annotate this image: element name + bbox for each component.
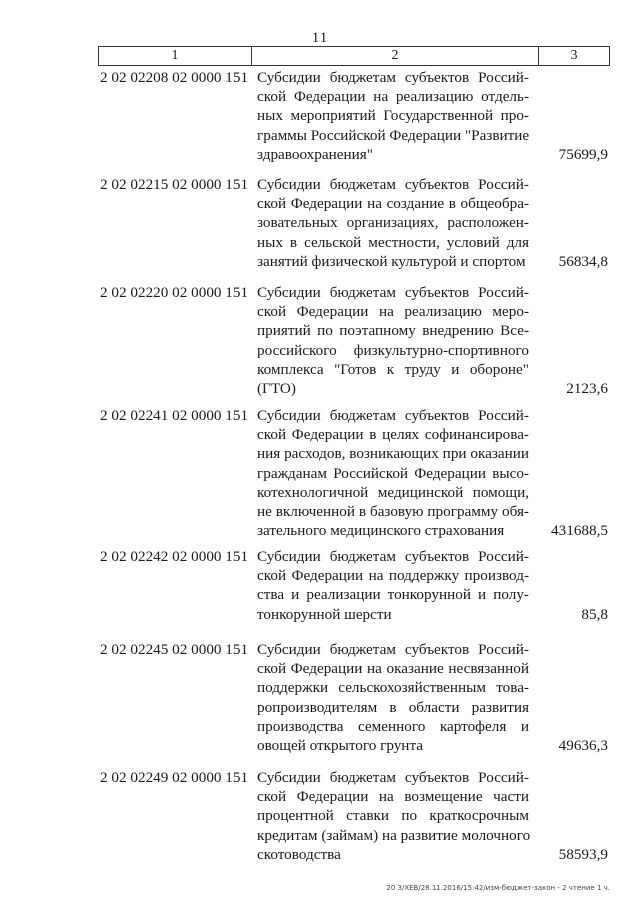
description-line: граммы Российской Федерации "Развитие [257, 126, 530, 144]
entry-description [257, 283, 529, 398]
entry-amount: 75699,9 [558, 145, 608, 163]
budget-classification-code: 2 02 02215 02 0000 151 [100, 176, 249, 193]
entry-amount: 431688,5 [551, 522, 608, 540]
entry-description [257, 768, 529, 864]
description-line: (ГТО) [257, 380, 296, 398]
description-line: гражданам Российской Федерации высо- [257, 464, 529, 482]
column-header-amount: 3 [570, 48, 578, 63]
description-line: занятий физической культурой и спортом [257, 252, 526, 270]
description-line: здравоохранения" [257, 145, 373, 163]
description-line: российского физкультурно-спортивного [257, 341, 529, 359]
column-header-description: 2 [252, 47, 539, 65]
description-line: ской Федерации в целях софинансирова- [257, 426, 529, 444]
description-line: комплекса "Готов к труду и обороне" [257, 360, 529, 378]
description-line: Субсидии бюджетам субъектов Россий- [257, 284, 529, 301]
entry-amount: 2123,6 [566, 380, 608, 397]
entry-amount: 56834,8 [558, 252, 608, 270]
description-line: зовательных организациях, расположен- [257, 214, 529, 232]
description-line: Субсидии бюджетам субъектов Россий- [257, 769, 529, 786]
description-line: ных мероприятий Государственной про- [257, 107, 529, 125]
budget-classification-code: 2 02 02245 02 0000 151 [100, 641, 249, 658]
budget-classification-code: 2 02 02241 02 0000 151 [100, 407, 249, 424]
entry-description [257, 406, 529, 540]
entry-amount: 58593,9 [558, 845, 608, 863]
description-line: кредитам (займам) на развитие молочного [257, 826, 531, 844]
description-line: ской Федерации на возмещение части [257, 788, 529, 806]
description-line: котехнологичной медицинской помощи, [257, 483, 529, 501]
description-line: производства семенного картофеля и [257, 717, 529, 735]
description-line: Субсидии бюджетам субъектов Россий- [257, 548, 529, 565]
description-line: не включенной в базовую программу обя- [257, 503, 529, 521]
description-line: овощей открытого грунта [257, 737, 424, 755]
description-line: Субсидии бюджетам субъектов Россий- [257, 641, 529, 658]
entry-description [257, 175, 529, 271]
description-line: тонкорунной шерсти [257, 605, 392, 623]
budget-classification-code: 2 02 02208 02 0000 151 [100, 69, 249, 86]
description-line: ния расходов, возникающих при оказании [257, 445, 529, 463]
description-line: скотоводства [257, 845, 341, 863]
description-line: Субсидии бюджетам субъектов Россий- [257, 176, 529, 193]
column-header-code: 1 [99, 47, 252, 65]
entry-amount: 49636,3 [558, 737, 608, 754]
description-line: ропроизводителям в области развития [257, 698, 529, 716]
description-line: ской Федерации на реализацию меро- [257, 303, 529, 321]
description-line: поддержки сельскохозяйственным това- [257, 679, 529, 697]
entry-amount: 85,8 [581, 605, 608, 623]
description-line: приятий по поэтапному внедрению Все- [257, 322, 529, 340]
entry-description [257, 68, 529, 164]
entry-description [257, 547, 529, 624]
description-line: ской Федерации на поддержку производ- [257, 567, 529, 585]
budget-classification-code: 2 02 02220 02 0000 151 [100, 284, 249, 301]
description-line: ской Федерации на реализацию отдель- [257, 88, 529, 106]
footer-note: 20 3/ХЕВ/28.11.2016/15:42/изм-бюджет-закон - 2 чтение 1 ч. [386, 884, 610, 892]
description-line: Субсидии бюджетам субъектов Россий- [257, 69, 529, 86]
description-line: Субсидии бюджетам субъектов Россий- [257, 407, 529, 424]
description-line: ской Федерации на создание в общеобра- [257, 195, 529, 213]
description-line: ства и реализации тонкорунной и полу- [257, 586, 529, 604]
page-number: 11 [311, 30, 329, 46]
description-line: процентной ставки по краткосрочным [257, 807, 529, 825]
entry-description [257, 640, 529, 755]
budget-classification-code: 2 02 02242 02 0000 151 [100, 548, 249, 565]
column-header-row [98, 46, 610, 66]
description-line: зательного медицинского страхования [257, 522, 505, 540]
budget-classification-code: 2 02 02249 02 0000 151 [100, 769, 249, 786]
description-line: ской Федерации на оказание несвязанной [257, 660, 529, 678]
description-line: ных в сельской местности, условий для [257, 233, 529, 251]
